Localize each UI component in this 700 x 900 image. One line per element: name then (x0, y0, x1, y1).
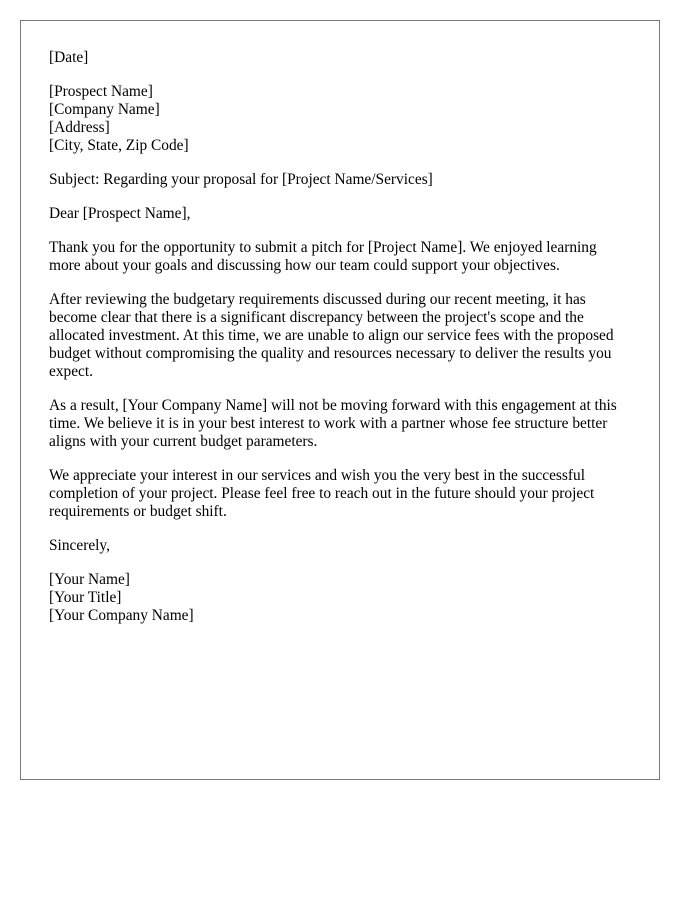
paragraph-intro: Thank you for the opportunity to submit a pitch for [Project Name]. We enjoyed learning more about your goals and discussing how our team could support your objectives. (49, 239, 597, 274)
paragraph-closing-remarks: We appreciate your interest in our services and wish you the very best in the successful completion of your project. Please feel free to reach out in the future should your project requirements or budget shift. (49, 467, 595, 520)
signature-company: [Your Company Name] (49, 607, 194, 624)
letter-date: [Date] (49, 49, 89, 66)
signature-title: [Your Title] (49, 589, 122, 606)
recipient-address: [Address] (49, 119, 110, 136)
signature-block (49, 571, 629, 625)
signature-name: [Your Name] (49, 571, 130, 588)
letter-subject: Subject: Regarding your proposal for [Project Name/Services] (49, 171, 433, 188)
recipient-name: [Prospect Name] (49, 83, 153, 100)
recipient-city-state-zip: [City, State, Zip Code] (49, 137, 189, 154)
letter-page (20, 20, 660, 780)
paragraph-budget: After reviewing the budgetary requirements discussed during our recent meeting, it has become clear that there is a significant discrepancy between the project's scope and the allocated investment. At this time, we are unable to align our service fees with the proposed budget without compromising the quality and resources necessary to deliver the results you expect. (49, 291, 614, 380)
letter-salutation: Dear [Prospect Name], (49, 205, 191, 222)
recipient-address-block (49, 83, 629, 155)
letter-body (49, 49, 629, 641)
recipient-company: [Company Name] (49, 101, 160, 118)
letter-closing: Sincerely, (49, 537, 110, 554)
paragraph-decision: As a result, [Your Company Name] will not be moving forward with this engagement at this time. We believe it is in your best interest to work with a partner whose fee structure better aligns with your current budget parameters. (49, 397, 617, 450)
